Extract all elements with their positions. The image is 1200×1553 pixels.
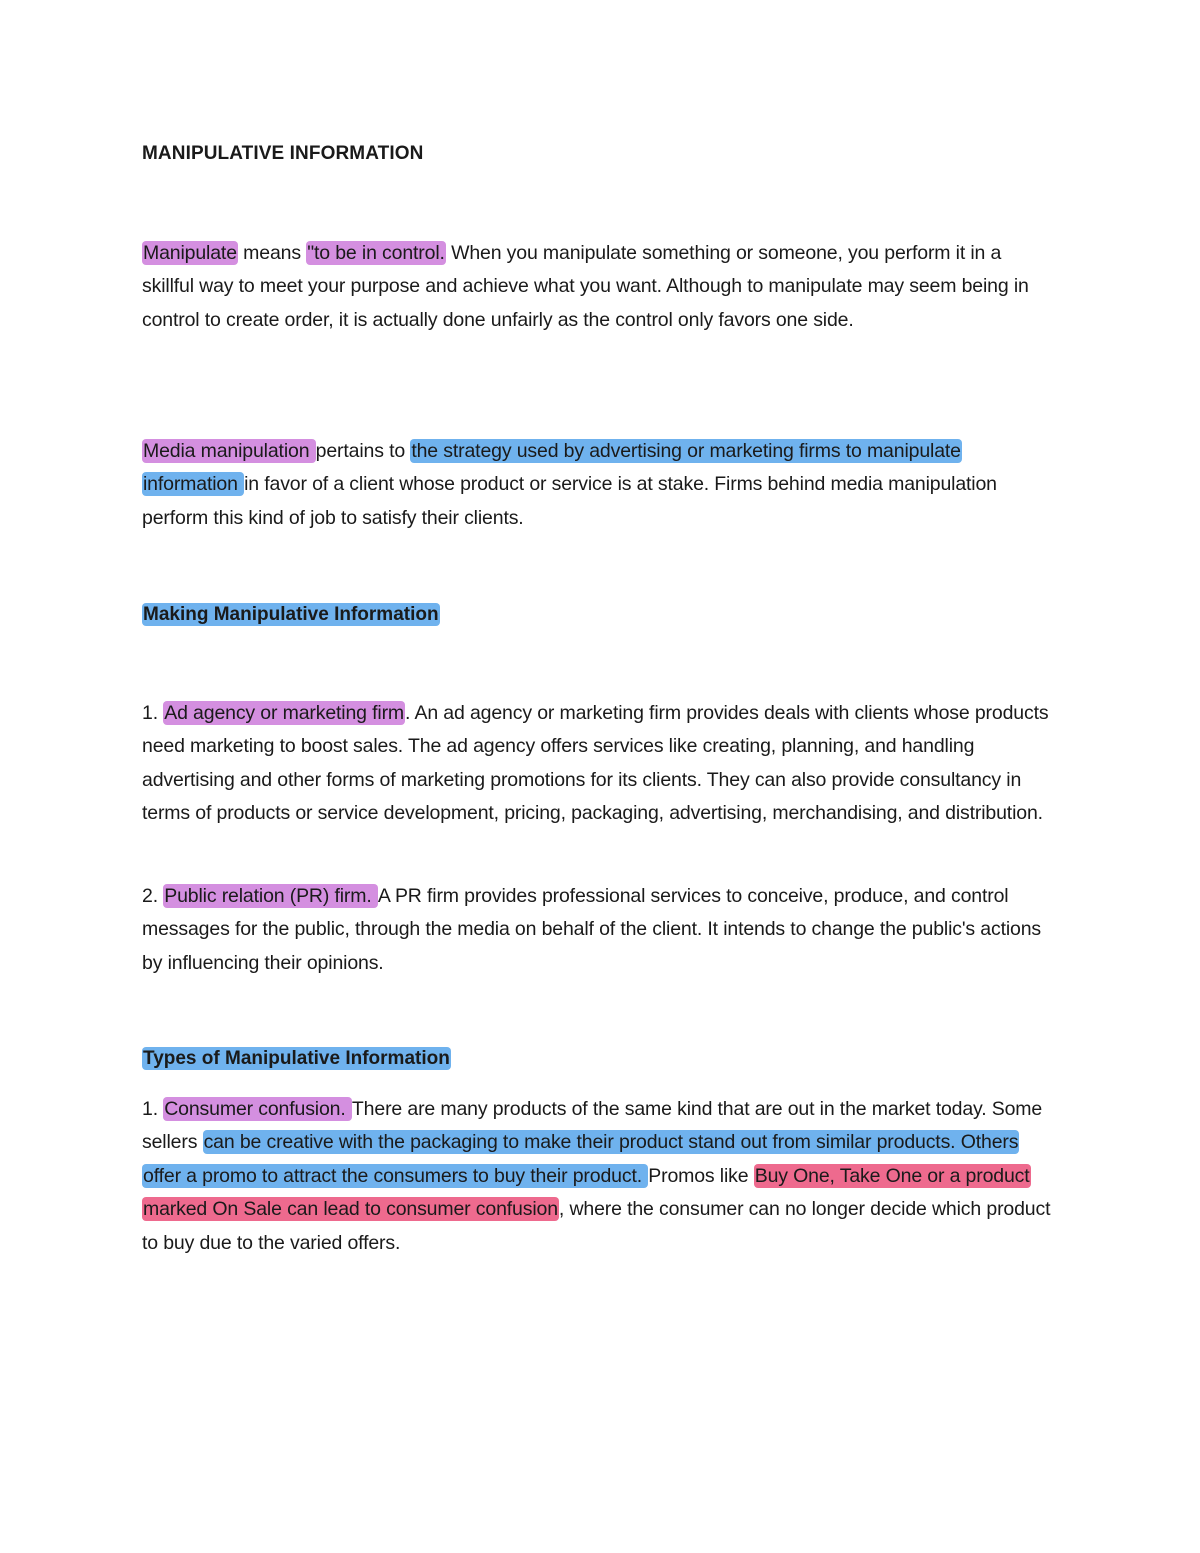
list-number: 1. — [142, 1098, 164, 1120]
term-highlight: Consumer confusion. — [164, 1098, 351, 1120]
intro-paragraph — [142, 237, 1057, 337]
paragraph-text: There are many products of the same kind that are out in the market today. Some sellers — [142, 1098, 1043, 1154]
paragraph-text: When you manipulate something or someone, you perform it in a skillful way to meet your purpose and achieve what you want. Although to manipulate may seem being in control to create order, it is actually done unfairly as the control only favors one side. — [142, 242, 1029, 331]
blue-highlight: can be creative with the packaging to make their product stand out from similar products. Others offer a promo to attract the consumers to buy their product. — [143, 1131, 1019, 1187]
section-heading-types — [142, 1048, 451, 1070]
paragraph-text: in favor of a client whose product or service is at stake. Firms behind media manipulation perform this kind of job to satisfy their clients. — [142, 473, 997, 529]
term-highlight: Ad agency or marketing firm — [164, 702, 405, 724]
paragraph-text: . An ad agency or marketing firm provides deals with clients whose products need marketing to boost sales. The ad agency offers services like creating, planning, and handling advertising and other forms of marketing promotions for its clients. They can also provide consultancy in terms of products or service development, pricing, packaging, advertising, merchandising, and distribution. — [142, 702, 1049, 825]
term-highlight: Public relation (PR) firm. — [164, 885, 377, 907]
section-heading-making — [142, 604, 440, 626]
paragraph-text: pertains to — [315, 440, 411, 462]
heading-highlight: Making Manipulative Information — [143, 604, 439, 625]
list-item-ad-agency — [142, 697, 1057, 831]
list-item-consumer-confusion — [142, 1093, 1057, 1260]
document-title: MANIPULATIVE INFORMATION — [142, 143, 424, 164]
paragraph-text: means — [237, 242, 307, 264]
term-highlight: Media manipulation — [143, 440, 315, 462]
definition-highlight: "to be in control. — [307, 242, 445, 264]
media-paragraph — [142, 435, 1057, 535]
heading-highlight: Types of Manipulative Information — [143, 1048, 450, 1069]
paragraph-text: , where the consumer can no longer decide which product to buy due to the varied offers. — [142, 1198, 1051, 1254]
list-number: 1. — [142, 702, 164, 724]
term-highlight: Manipulate — [143, 242, 237, 264]
list-number: 2. — [142, 885, 164, 907]
pink-highlight: Buy One, Take One or a product marked On Sale can lead to consumer confusion — [143, 1164, 1030, 1221]
list-item-pr-firm — [142, 880, 1057, 980]
paragraph-text: A PR firm provides professional services to conceive, produce, and control messages for the public, through the media on behalf of the client. It intends to change the public's actions by influencing their opinions. — [142, 885, 1042, 974]
definition-highlight: the strategy used by advertising or marketing firms to manipulate information — [143, 440, 961, 496]
paragraph-text: Promos like — [648, 1164, 754, 1187]
